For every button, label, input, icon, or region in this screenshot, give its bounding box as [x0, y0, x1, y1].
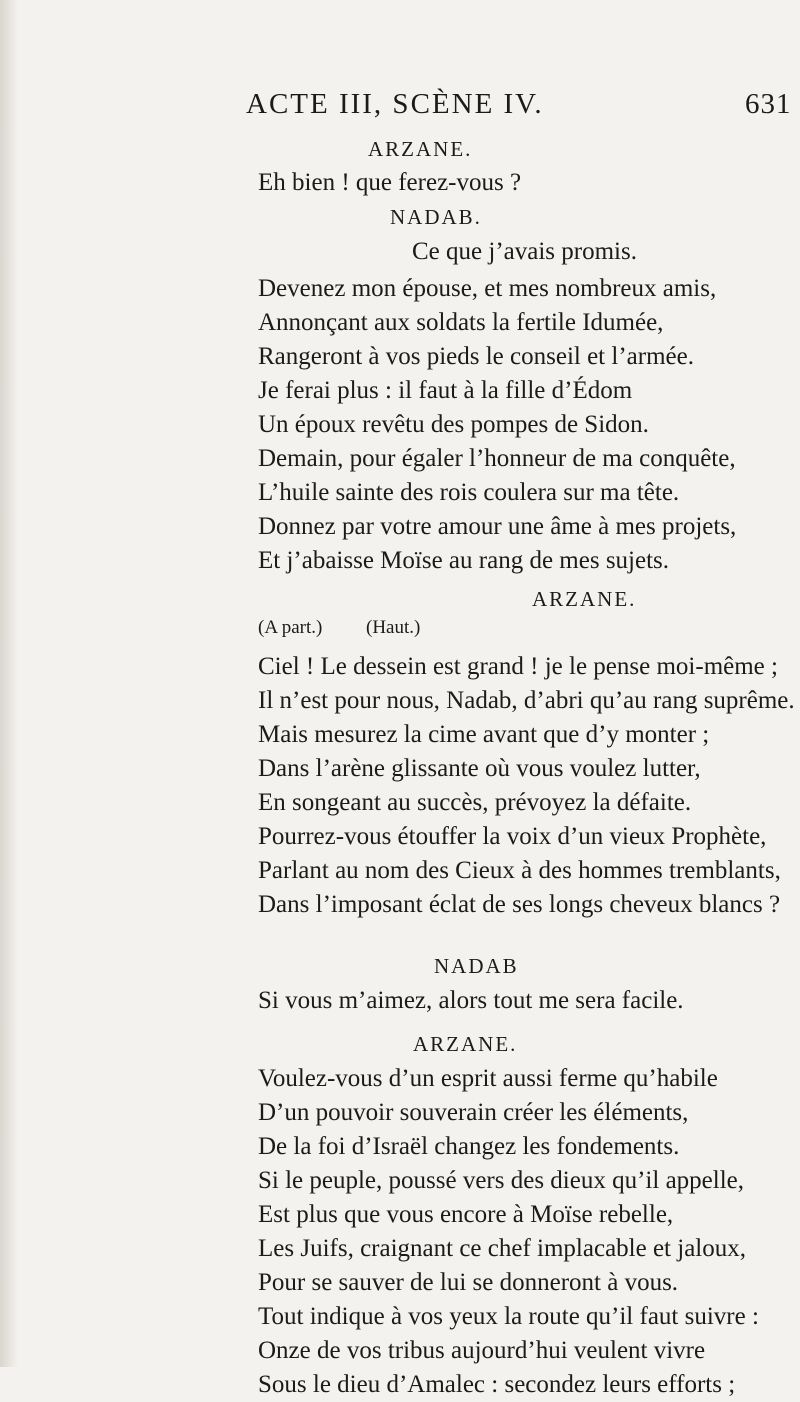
speaker-name: ARZANE.: [413, 1032, 518, 1056]
verse-line: Il n’est pour nous, Nadab, d’abri qu’au rang suprême.: [258, 687, 795, 714]
verse-line: Si vous m’aimez, alors tout me sera facile.: [258, 987, 684, 1014]
verse-line: Mais mesurez la cime avant que d’y monter ;: [258, 721, 710, 748]
verse-line: Si le peuple, poussé vers des dieux qu’il appelle,: [258, 1167, 744, 1194]
speaker-name: NADAB: [434, 954, 519, 978]
verse-line: Les Juifs, craignant ce chef implacable et jaloux,: [258, 1235, 746, 1262]
verse-line: Parlant au nom des Cieux à des hommes tremblants,: [258, 857, 781, 884]
verse-line: L’huile sainte des rois coulera sur ma tête.: [258, 479, 680, 506]
speaker-name: ARZANE.: [532, 587, 637, 611]
verse-line: D’un pouvoir souverain créer les éléments,: [258, 1099, 689, 1126]
verse-block: [258, 1062, 759, 1402]
verse-line: Onze de vos tribus aujourd’hui veulent vivre: [258, 1337, 706, 1364]
verse-line: Devenez mon épouse, et mes nombreux amis,: [258, 275, 717, 302]
verse-line: Dans l’arène glissante où vous voulez lutter,: [258, 755, 701, 782]
verse-line: Eh bien ! que ferez-vous ?: [258, 169, 522, 196]
verse-block: [258, 272, 736, 578]
verse-line: Ce que j’avais promis.: [412, 238, 637, 265]
verse-line: Est plus que vous encore à Moïse rebelle,: [258, 1201, 674, 1228]
verse-line: Demain, pour égaler l’honneur de ma conquête,: [258, 445, 736, 472]
verse-block: [258, 650, 795, 922]
verse-line: Voulez-vous d’un esprit aussi ferme qu’habile: [258, 1065, 718, 1092]
verse-line: Rangeront à vos pieds le conseil et l’armée.: [258, 343, 694, 370]
verse-line: Annonçant aux soldats la fertile Idumée,: [258, 309, 664, 336]
verse-line: Je ferai plus : il faut à la fille d’Édom: [258, 377, 633, 404]
verse-line: Dans l’imposant éclat de ses longs cheveux blancs ?: [258, 891, 781, 918]
verse-line: Pour se sauver de lui se donneront à vous.: [258, 1269, 679, 1296]
speaker-name: ARZANE.: [368, 137, 473, 161]
verse-line: En songeant au succès, prévoyez la défaite.: [258, 789, 692, 816]
verse-block: [258, 166, 521, 200]
running-header-title: ACTE III, SCÈNE IV.: [246, 88, 544, 120]
stage-direction-aside: (A part.): [258, 617, 323, 638]
running-header: [0, 88, 800, 128]
verse-line: Un époux revêtu des pompes de Sidon.: [258, 411, 649, 438]
verse-line: Et j’abaisse Moïse au rang de mes sujets.: [258, 547, 670, 574]
verse-line: De la foi d’Israël changez les fondements.: [258, 1133, 680, 1160]
speaker-name: NADAB.: [390, 205, 482, 229]
verse-line: Donnez par votre amour une âme à mes projets,: [258, 513, 737, 540]
verse-line: Sous le dieu d’Amalec : secondez leurs efforts ;: [258, 1371, 736, 1398]
verse-line: Ciel ! Le dessein est grand ! je le pense moi-même ;: [258, 653, 778, 680]
page-number: 631: [745, 88, 792, 120]
verse-line: Tout indique à vos yeux la route qu’il faut suivre :: [258, 1303, 759, 1330]
page-gutter-shadow: [0, 0, 18, 1367]
verse-line: Pourrez-vous étouffer la voix d’un vieux Prophète,: [258, 823, 767, 850]
verse-block: [258, 984, 684, 1018]
stage-direction-aloud: (Haut.): [366, 617, 421, 638]
